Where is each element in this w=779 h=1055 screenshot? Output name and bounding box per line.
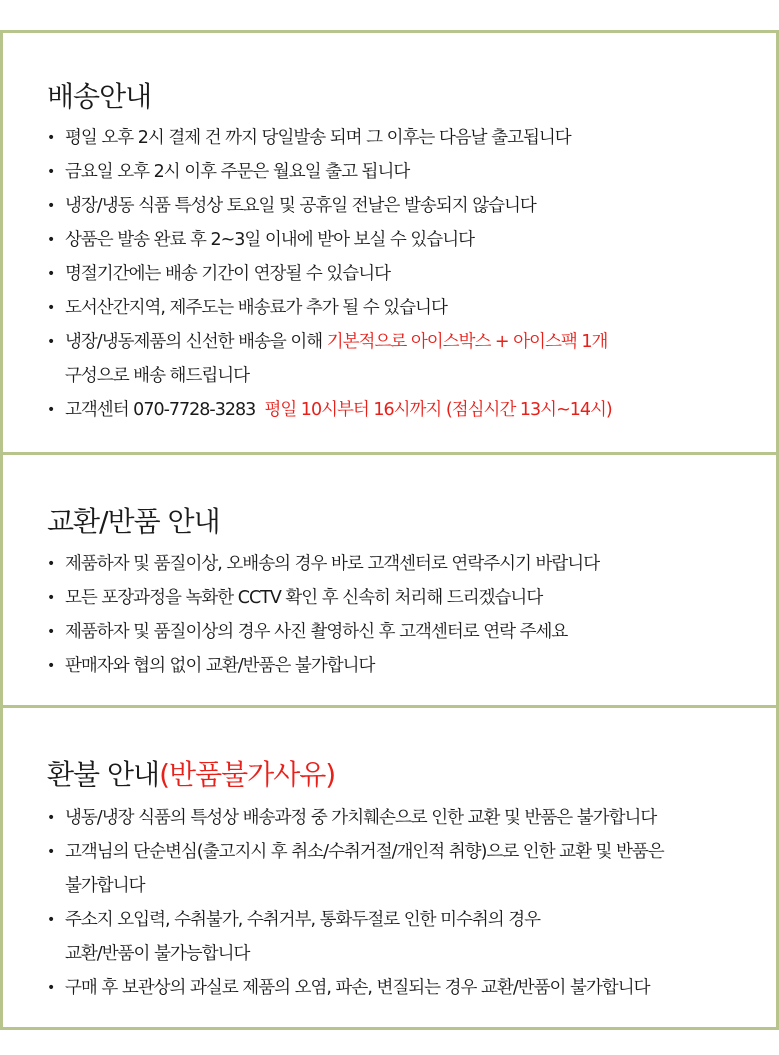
bullet-icon: • (47, 810, 55, 826)
list-item: • 주소지 오입력, 수취불가, 수취거부, 통화두절로 인한 미수취의 경우 교환/반품이 불가능합니다 (47, 903, 756, 971)
list-item: • 냉장/냉동 식품 특성상 토요일 및 공휴일 전날은 발송되지 않습니다 (47, 189, 756, 223)
bullet-icon: • (47, 624, 55, 640)
bullet-icon: • (47, 232, 55, 248)
exchange-list (47, 547, 756, 683)
bullet-icon: • (47, 300, 55, 316)
list-item: • 평일 오후 2시 결제 건 까지 당일발송 되며 그 이후는 다음날 출고됩니다 (47, 121, 756, 155)
list-item: • 상품은 발송 완료 후 2~3일 이내에 받아 보실 수 있습니다 (47, 223, 756, 257)
refund-section (3, 708, 776, 1030)
info-frame (0, 30, 779, 1030)
exchange-title: 교환/반품 안내 (47, 505, 220, 538)
contact-label: 고객센터 070-7728-3283 (65, 400, 256, 420)
list-item: • 금요일 오후 2시 이후 주문은 월요일 출고 됩니다 (47, 155, 756, 189)
list-item: • 도서산간지역, 제주도는 배송료가 추가 될 수 있습니다 (47, 291, 756, 325)
list-item: • 고객님의 단순변심(출고지시 후 취소/수취거절/개인적 취향)으로 인한 교환 및 반품은 불가합니다 (47, 835, 756, 903)
exchange-section (3, 455, 776, 708)
list-item: • 모든 포장과정을 녹화한 CCTV 확인 후 신속히 처리해 드리겠습니다 (47, 581, 756, 615)
bullet-icon: • (47, 402, 55, 418)
bullet-icon: • (47, 912, 55, 928)
bullet-icon: • (47, 198, 55, 214)
refund-title: 환불 안내(반품불가사유) (47, 758, 336, 791)
list-item: • 구매 후 보관상의 과실로 제품의 오염, 파손, 변질되는 경우 교환/반품이 불가합니다 (47, 971, 756, 1005)
list-item: • 냉동/냉장 식품의 특성상 배송과정 중 가치훼손으로 인한 교환 및 반품은 불가합니다 (47, 801, 756, 835)
contact-item (47, 393, 756, 427)
bullet-icon: • (47, 844, 55, 860)
contact-hours: 평일 10시부터 16시까지 (점심시간 13시~14시) (264, 400, 612, 420)
list-item: • 제품하자 및 품질이상의 경우 사진 촬영하신 후 고객센터로 연락 주세요 (47, 615, 756, 649)
bullet-icon: • (47, 658, 55, 674)
shipping-title: 배송안내 (47, 80, 152, 113)
refund-title-accent: (반품불가사유) (159, 758, 336, 791)
bullet-icon: • (47, 980, 55, 996)
icebox-item: • 냉장/냉동제품의 신선한 배송을 이해 기본적으로 아이스박스 + 아이스팩 1개 구성으로 배송 해드립니다 (47, 325, 756, 393)
list-item: • 제품하자 및 품질이상, 오배송의 경우 바로 고객센터로 연락주시기 바랍니다 (47, 547, 756, 581)
shipping-list (47, 121, 756, 427)
list-item: • 명절기간에는 배송 기간이 연장될 수 있습니다 (47, 257, 756, 291)
icebox-highlight: 기본적으로 아이스박스 + 아이스팩 1개 (326, 332, 608, 352)
bullet-icon: • (47, 334, 55, 350)
bullet-icon: • (47, 266, 55, 282)
refund-list (47, 801, 756, 1005)
bullet-icon: • (47, 590, 55, 606)
list-item: • 판매자와 협의 없이 교환/반품은 불가합니다 (47, 649, 756, 683)
bullet-icon: • (47, 130, 55, 146)
shipping-section (3, 33, 776, 455)
bullet-icon: • (47, 556, 55, 572)
bullet-icon: • (47, 164, 55, 180)
